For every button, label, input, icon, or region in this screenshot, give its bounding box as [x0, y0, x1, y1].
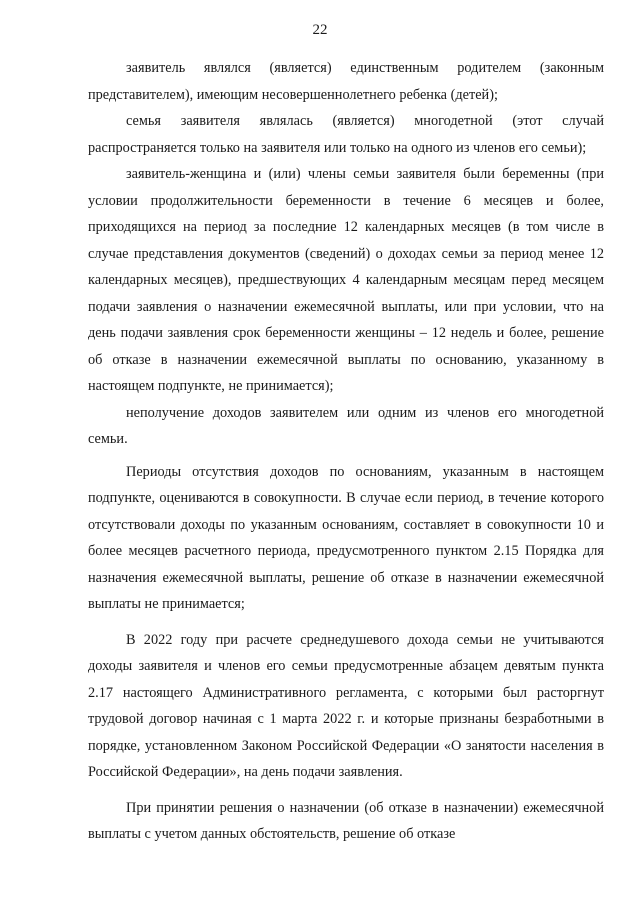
paragraph-large-family: семья заявителя являлась (является) многодетной (этот случай распространяется только на заявителя или только на одного из членов его семьи);: [88, 113, 604, 156]
paragraph-2022-calculation: В 2022 году при расчете среднедушевого дохода семьи не учитываются доходы заявителя и членов его семьи предусмотренные абзацем девятым пункта 2.17 настоящего Административного регламента, с которыми был расторгнут трудовой договор начиная с 1 марта 2022 г. и которые признаны безработными в порядке, установленном Законом Российской Федерации «О занятости населения в Российской Федерации», на день подачи заявления.: [88, 631, 604, 780]
paragraph-no-income: неполучение доходов заявителем или одним из членов его многодетной семьи.: [88, 404, 604, 447]
paragraph-income-periods: Периоды отсутствия доходов по основаниям, указанным в настоящем подпункте, оцениваются в совокупности. В случае если период, в течение которого отсутствовали доходы по указанным основаниям, составляет в совокупности 10 и более месяцев расчетного периода, предусмотренного пунктом 2.15 Порядка для назначения ежемесячной выплаты, решение об отказе в назначении ежемесячной выплаты не принимается;: [88, 463, 604, 612]
paragraph-pregnancy: заявитель-женщина и (или) члены семьи заявителя были беременны (при условии продолжительности беременности в течение 6 месяцев и более, приходящихся на период за последние 12 календарных месяцев (в том числе в случае представления документов (сведений) о доходах семьи за период менее 12 календарных месяцев), предшествующих 4 календарным месяцам перед месяцем подачи заявления о назначении ежемесячной выплаты, или при условии, что на день подачи заявления срок беременности женщины – 12 недель и более, решение об отказе в назначении ежемесячной выплаты по основанию, указанному в настоящем подпункте, не принимается);: [88, 166, 604, 394]
paragraph-single-parent: заявитель являлся (является) единственным родителем (законным представителем), имеющим несовершеннолетнего ребенка (детей);: [88, 60, 604, 103]
document-body: [88, 55, 604, 848]
page-number: 22: [312, 22, 328, 38]
paragraph-decision: При принятии решения о назначении (об отказе в назначении) ежемесячной выплаты с учетом данных обстоятельств, решение об отказе: [88, 799, 604, 842]
